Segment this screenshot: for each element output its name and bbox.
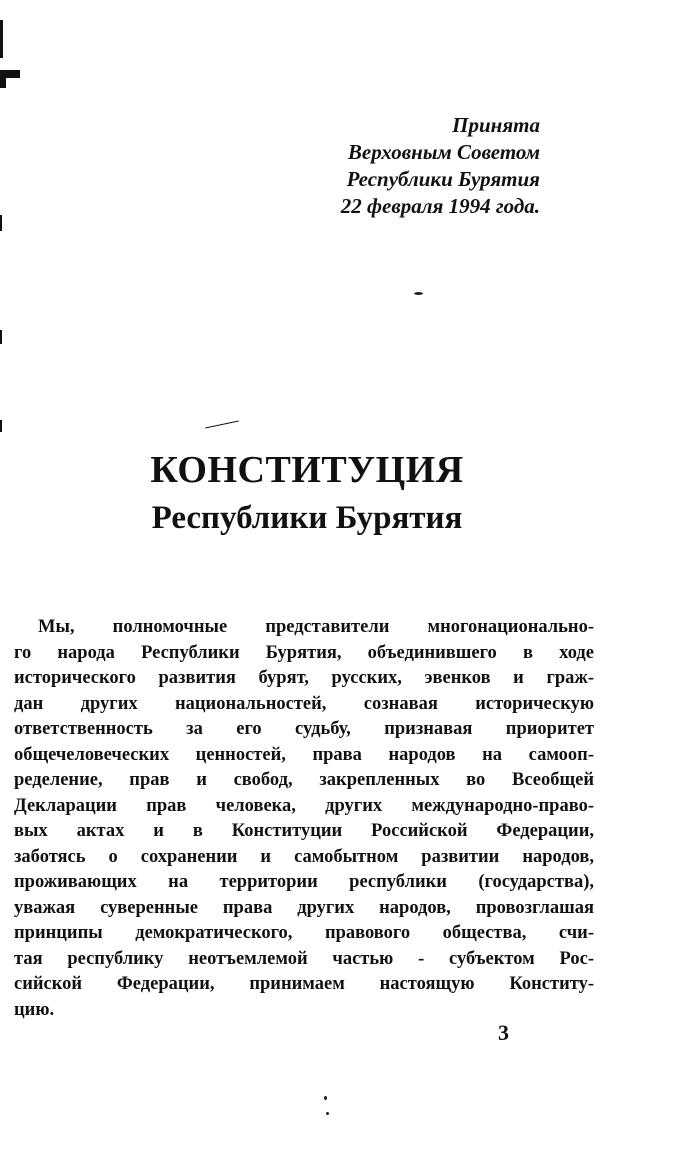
preamble-line: цию. xyxy=(14,999,55,1020)
preamble-line: Декларации прав человека, других международно-право- xyxy=(14,795,594,816)
scan-speck xyxy=(414,292,423,295)
preamble-paragraph xyxy=(14,615,594,1023)
scan-edge-mark xyxy=(0,215,2,231)
adoption-line: Принята xyxy=(452,113,540,137)
preamble-line: тая республику неотъемлемой частью - субъектом Рос- xyxy=(14,948,594,969)
preamble-line: сийской Федерации, принимаем настоящую Конститу- xyxy=(14,974,594,994)
preamble-line: уважая суверенные права других народов, провозглашая xyxy=(14,897,594,918)
preamble-line: вых актах и в Конституции Российской Федерации, xyxy=(14,821,594,841)
adoption-line: Верховным Советом xyxy=(347,140,540,164)
preamble-line: го народа Республики Бурятия, объединившего в ходе xyxy=(14,642,594,663)
preamble-line: ределение, прав и свобод, закрепленных во Всеобщей xyxy=(14,770,594,790)
preamble-line: дан других национальностей, сознавая историческую xyxy=(14,693,594,714)
document-title: КОНСТИТУЦИЯ xyxy=(150,449,464,491)
scan-edge-mark xyxy=(0,20,3,58)
scan-edge-mark xyxy=(0,78,6,88)
scan-edge-mark xyxy=(0,420,2,432)
preamble-line: ответственность за его судьбу, признавая приоритет xyxy=(14,719,594,739)
scan-edge-mark xyxy=(0,70,20,78)
preamble-line: Мы, полномочные представители многонационально- xyxy=(38,617,594,637)
scan-speck xyxy=(205,420,238,428)
page-number: 3 xyxy=(498,1020,509,1045)
document-subtitle: Республики Бурятия xyxy=(151,500,463,536)
preamble-line: заботясь о сохранении и самобытном развитии народов, xyxy=(14,846,594,867)
preamble-line: проживающих на территории республики (государства), xyxy=(14,872,594,892)
preamble-line: общечеловеческих ценностей, права народов на самооп- xyxy=(14,744,594,765)
adoption-line: 22 февраля 1994 года. xyxy=(340,194,540,218)
adoption-note xyxy=(341,112,540,220)
preamble-line: исторического развития бурят, русских, эвенков и граж- xyxy=(14,668,594,688)
scan-speck xyxy=(326,1112,329,1115)
adoption-line: Республики Бурятия xyxy=(346,167,540,191)
scan-edge-mark xyxy=(0,330,2,344)
preamble-line: принципы демократического, правового общества, счи- xyxy=(14,923,594,943)
scan-speck xyxy=(324,1096,327,1100)
